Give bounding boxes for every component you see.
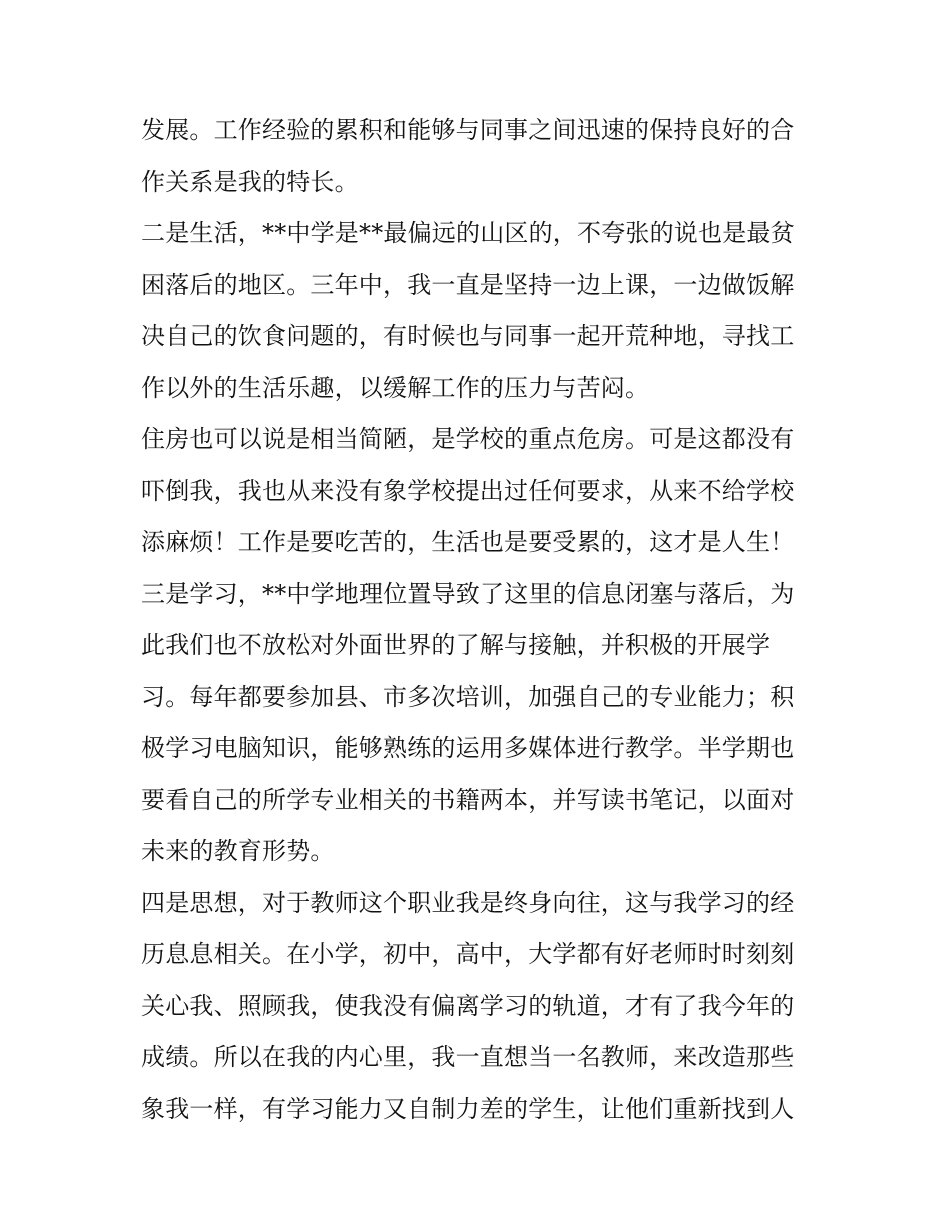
text-line: 决自己的饮食问题的，有时候也与同事一起开荒种地，寻找工 — [141, 322, 795, 350]
text-line: 四是思想，对于教师这个职业我是终身向往，这与我学习的经 — [141, 888, 795, 917]
text-line: 极学习电脑知识，能够熟练的运用多媒体进行教学。半学期也 — [141, 734, 795, 762]
text-line: 住房也可以说是相当简陋，是学校的重点危房。可是这都没有 — [141, 425, 795, 453]
text-line: 象我一样，有学习能力又自制力差的学生，让他们重新找到人 — [141, 1094, 795, 1123]
text-line: 发展。工作经验的累积和能够与同事之间迅速的保持良好的合 — [141, 116, 795, 144]
text-line: 添麻烦！工作是要吃苦的，生活也是要受累的，这才是人生！ — [141, 528, 795, 556]
text-line: 吓倒我，我也从来没有象学校提出过任何要求，从来不给学校 — [141, 476, 795, 505]
text-line: 作以外的生活乐趣，以缓解工作的压力与苦闷。 — [141, 373, 650, 402]
text-line: 此我们也不放松对外面世界的了解与接触，并积极的开展学 — [141, 631, 771, 659]
text-line: 历息息相关。在小学，初中，高中，大学都有好老师时时刻刻 — [141, 940, 795, 968]
document-body — [141, 105, 813, 1135]
text-line: 习。每年都要参加县、市多次培训，加强自己的专业能力；积 — [141, 682, 795, 711]
text-line: 三是学习，**中学地理位置导致了这里的信息闭塞与落后，为 — [141, 579, 795, 608]
text-line: 作关系是我的特长。 — [141, 167, 359, 196]
text-line: 成绩。所以在我的内心里，我一直想当一名教师，来改造那些 — [141, 1043, 795, 1071]
text-line: 要看自己的所学专业相关的书籍两本，并写读书笔记，以面对 — [141, 785, 795, 814]
text-line: 困落后的地区。三年中，我一直是坚持一边上课，一边做饭解 — [141, 270, 795, 299]
text-line: 二是生活，**中学是**最偏远的山区的，不夸张的说也是最贫 — [141, 219, 795, 247]
text-line: 关心我、照顾我，使我没有偏离学习的轨道，才有了我今年的 — [141, 991, 795, 1020]
text-line: 未来的教育形势。 — [141, 837, 335, 865]
